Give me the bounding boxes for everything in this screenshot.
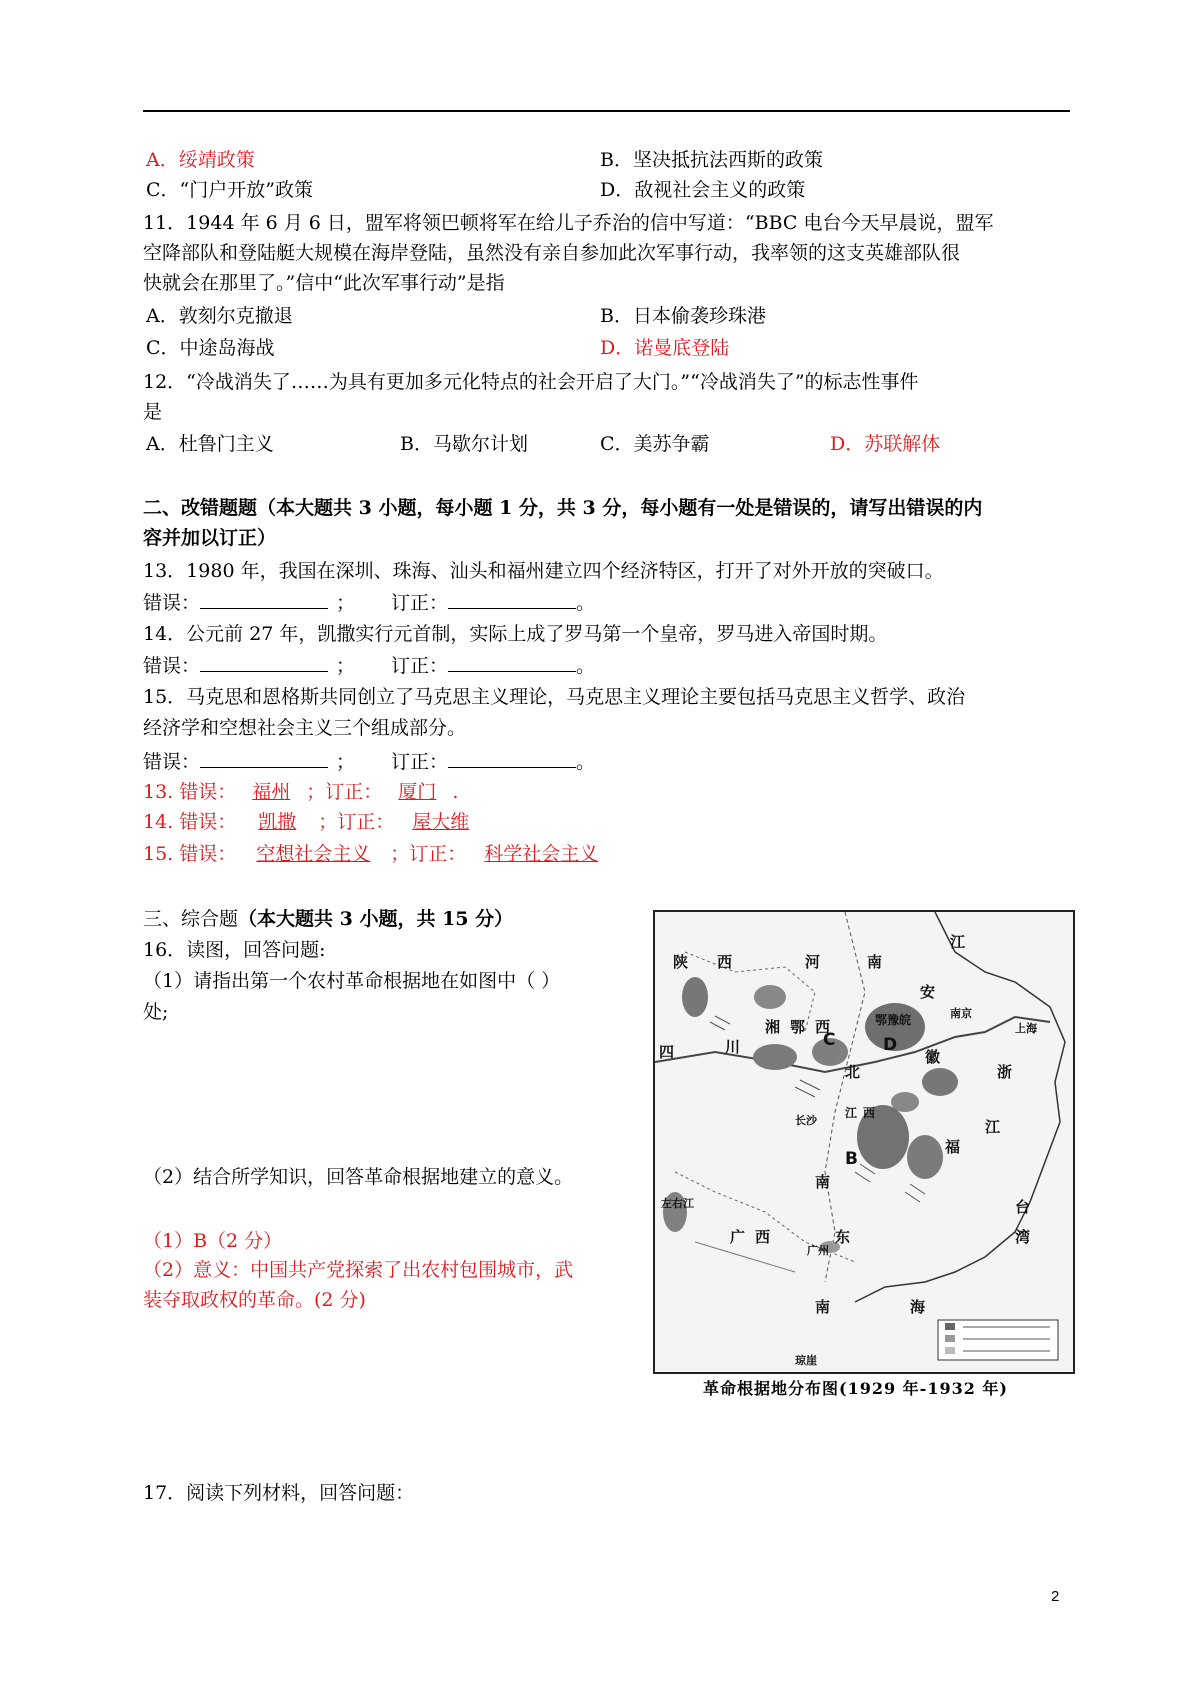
map-label: 海 — [910, 1298, 926, 1316]
q13-text: 13．1980 年，我国在深圳、珠海、汕头和福州建立四个经济特区，打开了对外开放的突破口。 — [143, 560, 944, 582]
answer-13-end: . — [452, 781, 459, 803]
q15-stem-line2: 经济学和空想社会主义三个组成部分。 — [143, 717, 467, 739]
map-label: 南京 — [950, 1007, 972, 1020]
q15-stem-line1: 15．马克思和恩格斯共同创立了马克思主义理论，马克思主义理论主要包括马克思主义哲学、政治 — [143, 686, 966, 708]
map-label-c: C — [823, 1030, 836, 1050]
map-label: 西 — [755, 1228, 771, 1246]
q14-text: 14．公元前 27 年，凯撒实行元首制，实际上成了罗马第一个皇帝，罗马进入帝国时期。 — [143, 623, 888, 645]
map-label: 湾 — [1015, 1228, 1031, 1246]
answer-14-prefix: 14. 错误： — [143, 811, 237, 833]
q11-option-a: A．敦刻尔克撤退 — [146, 305, 293, 327]
map-label: 安 — [920, 983, 936, 1001]
map-label: 广 — [730, 1228, 746, 1246]
error-label: 错误： — [143, 592, 201, 614]
q11-option-b: B．日本偷袭珍珠港 — [600, 305, 766, 327]
map-label: 北 — [845, 1063, 861, 1081]
section2-title-line1: 二、改错题题（本大题共 3 小题，每小题 1 分，共 3 分，每小题有一处是错误的，请写出错误的内 — [143, 497, 983, 519]
q12-option-c: C．美苏争霸 — [600, 433, 710, 455]
answer-13-mid: ；订正： — [306, 781, 383, 803]
q16-stem: 16．读图，回答问题: — [143, 939, 326, 961]
q11-stem-line2: 空降部队和登陆艇大规模在海岸登陆，虽然没有亲自参加此次军事行动，我率领的这支英雄部队很 — [143, 242, 961, 264]
q16-answer2-line2: 装夺取政权的革命。(2 分) — [143, 1289, 366, 1311]
q14-blanks — [143, 651, 595, 679]
section3-title — [143, 905, 513, 933]
map-label: 鄂豫皖 — [875, 1013, 912, 1027]
answer-14-mid: ；订正： — [318, 811, 395, 833]
fix-label: 订正： — [391, 592, 449, 614]
q10-option-c: C．“门户开放”政策 — [146, 179, 313, 201]
q15-error-blank[interactable] — [200, 747, 328, 768]
q16-answer2-line1: （2）意义：中国共产党探索了出农村包围城市，武 — [143, 1259, 574, 1281]
map-label: 西 — [863, 1106, 876, 1120]
q12-option-b: B．马歇尔计划 — [400, 433, 528, 455]
map-label: 鄂 — [790, 1018, 806, 1036]
q11-option-d: D．诺曼底登陆 — [600, 337, 730, 359]
map-label: 湘 — [765, 1018, 781, 1036]
map-label-d: D — [883, 1035, 898, 1055]
q12-stem-line2: 是 — [143, 401, 163, 423]
answer-14-error: 凯撒 — [258, 811, 297, 833]
separator: ； — [336, 751, 356, 773]
q10-option-a: A．绥靖政策 — [146, 149, 255, 171]
map-label: 长沙 — [795, 1114, 817, 1127]
map-label: 江 — [845, 1106, 858, 1120]
answer-13-error: 福州 — [252, 781, 291, 803]
q13-blanks — [143, 588, 595, 616]
answer-14-fix: 屋大维 — [412, 811, 470, 833]
fix-label: 订正： — [391, 751, 449, 773]
map-label: 南 — [815, 1298, 831, 1316]
separator: ； — [336, 592, 356, 614]
answer-13-fix: 厦门 — [398, 781, 437, 803]
q16-part1-cont: 处; — [143, 1001, 169, 1023]
section3-title-plain: 三、综合题 — [143, 908, 239, 930]
q13-error-blank[interactable] — [200, 588, 328, 609]
q10-option-d: D．敌视社会主义的政策 — [600, 179, 806, 201]
answer-13-prefix: 13. 错误： — [143, 781, 237, 803]
map-label: 广州 — [807, 1244, 829, 1257]
map-label: 南 — [867, 953, 883, 971]
map-label: 江 — [950, 933, 966, 951]
map-label: 琼崖 — [795, 1354, 817, 1367]
q14-fix-blank[interactable] — [448, 651, 576, 672]
answer-15-fix: 科学社会主义 — [484, 843, 599, 865]
map-label: 东 — [835, 1228, 851, 1246]
map-label: 浙 — [997, 1063, 1013, 1081]
fix-label: 订正： — [391, 655, 449, 677]
map-label: 河 — [805, 953, 821, 971]
revolutionary-base-map — [653, 910, 1075, 1374]
q10-option-b: B．坚决抵抗法西斯的政策 — [600, 149, 823, 171]
map-caption: 革命根据地分布图(1929 年-1932 年) — [703, 1379, 1008, 1398]
q11-option-c: C．中途岛海战 — [146, 337, 275, 359]
section3-title-bold: （本大题共 3 小题，共 15 分） — [238, 908, 514, 930]
q12-stem-line1: 12．“冷战消失了……为具有更加多元化特点的社会开启了大门。”“冷战消失了”的标志性事件 — [143, 371, 919, 393]
answer-15-prefix: 15. 错误： — [143, 843, 237, 865]
q13-fix-blank[interactable] — [448, 588, 576, 609]
map-drawing — [655, 912, 1073, 1372]
period: 。 — [576, 751, 596, 773]
separator: ； — [336, 655, 356, 677]
answer-13 — [143, 778, 458, 806]
q12-option-d: D．苏联解体 — [830, 433, 941, 455]
q12-option-a: A．杜鲁门主义 — [146, 433, 274, 455]
answer-14 — [143, 808, 487, 836]
map-label: 川 — [725, 1038, 741, 1056]
period: 。 — [576, 592, 596, 614]
page-number: 2 — [1051, 1588, 1060, 1605]
error-label: 错误： — [143, 655, 201, 677]
map-label: 南 — [815, 1173, 831, 1191]
answer-15 — [143, 840, 616, 868]
period: 。 — [576, 655, 596, 677]
map-label: 左右江 — [661, 1197, 694, 1210]
q17-stem: 17．阅读下列材料，回答问题： — [143, 1482, 415, 1504]
header-rule — [143, 110, 1070, 112]
q16-part1: （1）请指出第一个农村革命根据地在如图中（ ） — [143, 970, 561, 992]
error-label: 错误： — [143, 751, 201, 773]
q15-blanks — [143, 747, 595, 775]
map-label: 西 — [815, 1018, 831, 1036]
q16-part2: （2）结合所学知识，回答革命根据地建立的意义。 — [143, 1166, 574, 1188]
map-label: 陕 — [673, 953, 689, 971]
map-label: 徽 — [925, 1048, 941, 1066]
q16-answer1: （1）B（2 分） — [143, 1230, 283, 1252]
q11-stem-line1: 11．1944 年 6 月 6 日，盟军将领巴顿将军在给儿子乔治的信中写道：“BBC 电台今天早晨说，盟军 — [143, 212, 994, 234]
map-label: 四 — [659, 1043, 675, 1061]
map-label: 上海 — [1015, 1022, 1037, 1035]
answer-15-mid: ；订正： — [390, 843, 467, 865]
q11-stem-line3: 快就会在那里了。”信中“此次军事行动”是指 — [143, 272, 505, 294]
q14-error-blank[interactable] — [200, 651, 328, 672]
section2-title-line2: 容并加以订正） — [143, 527, 277, 549]
map-label-b: B — [845, 1149, 858, 1169]
map-label: 西 — [717, 953, 733, 971]
q15-fix-blank[interactable] — [448, 747, 576, 768]
answer-15-error: 空想社会主义 — [256, 843, 371, 865]
map-label: 福 — [945, 1138, 961, 1156]
map-label: 台 — [1015, 1198, 1031, 1216]
map-label: 江 — [985, 1118, 1001, 1136]
